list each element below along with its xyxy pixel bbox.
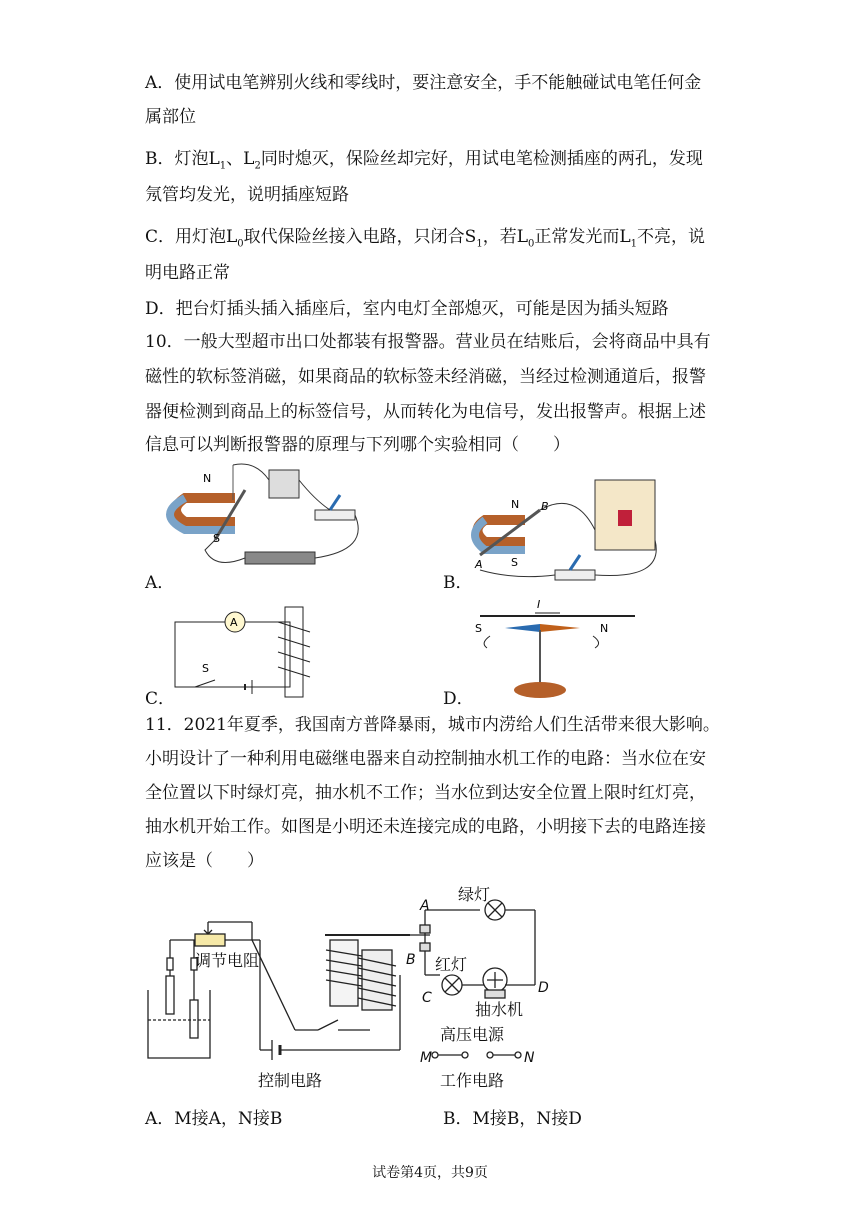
fig-b-b-point: B <box>541 500 549 513</box>
fig-b-s-label: S <box>511 556 518 569</box>
fig-a-n-label: N <box>203 472 212 485</box>
q11-option-b: B．M接B，N接D <box>443 1109 582 1129</box>
q10-figure-d <box>475 598 645 703</box>
q10-option-c-label: C． <box>145 689 176 709</box>
fig-c-ammeter-label: A <box>230 616 238 629</box>
q11-stem-line3: 全位置以下时绿灯亮，抽水机不工作；当水位到达安全位置上限时红灯亮， <box>145 783 706 803</box>
q10-figure-a <box>145 460 375 590</box>
q9-option-c-line2: 明电路正常 <box>145 263 230 283</box>
q9-option-b-line1: B．灯泡$L_1$、$L_2$同时熄灭，保险丝却完好，用试电笔检测插座的两孔，发现 <box>145 149 703 172</box>
q9-option-b-line2: 氖管均发光，说明插座短路 <box>145 185 349 205</box>
q11-option-a: A．M接A，N接B <box>145 1109 283 1129</box>
q9-option-a-line1: A．使用试电笔辨别火线和零线时，要注意安全，手不能触碰试电笔任何金 <box>145 73 702 93</box>
label-point-b: B <box>406 952 416 968</box>
label-adj-resistor: 调节电阻 <box>195 951 260 970</box>
label-point-c: C <box>422 990 432 1006</box>
fig-b-n-label: N <box>511 498 520 511</box>
label-green-lamp: 绿灯 <box>458 885 491 904</box>
q11-stem-line4: 抽水机开始工作。如图是小明还未连接完成的电路，小明接下去的电路连接 <box>145 817 706 837</box>
q11-stem-line5: 应该是（ ） <box>145 851 264 871</box>
q10-stem-line3: 器便检测到商品上的标签信号，从而转化为电信号，发出报警声。根据上述 <box>145 402 706 422</box>
fig-d-s-label: S <box>475 622 482 635</box>
q10-stem-line1: 10．一般大型超市出口处都装有报警器。营业员在结账后，会将商品中具有 <box>145 332 711 352</box>
label-point-n: N <box>524 1050 535 1066</box>
label-control-circuit: 控制电路 <box>258 1071 323 1090</box>
label-point-a: A <box>420 898 430 914</box>
q9-option-d: D．把台灯插头插入插座后，室内电灯全部熄灭，可能是因为插头短路 <box>145 299 669 319</box>
label-work-circuit: 工作电路 <box>440 1071 505 1090</box>
fig-c-switch-label: S <box>202 662 209 675</box>
q10-figure-b <box>465 470 665 590</box>
q11-stem-line2: 小明设计了一种利用电磁继电器来自动控制抽水机工作的电路：当水位在安 <box>145 749 706 769</box>
fig-d-current-label: I <box>537 598 541 611</box>
q10-option-d-label: D． <box>443 689 474 709</box>
label-red-lamp: 红灯 <box>435 955 468 974</box>
q9-option-c-line1: C．用灯泡$L_0$取代保险丝接入电路，只闭合$S_1$，若$L_0$正常发光而$L_1$不亮，说 <box>145 227 706 250</box>
q9-option-a-line2: 属部位 <box>145 107 196 127</box>
q10-figure-c <box>160 602 320 700</box>
q10-option-b-label: B． <box>443 573 473 593</box>
label-hv-source: 高压电源 <box>440 1025 505 1044</box>
q11-stem-line1: 11．2021年夏季，我国南方普降暴雨，城市内涝给人们生活带来很大影响。 <box>145 715 720 735</box>
fig-a-s-label: S <box>213 532 220 545</box>
fig-d-n-label: N <box>600 622 609 635</box>
q10-option-a-label: A． <box>145 573 175 593</box>
fig-b-a-point: A <box>475 558 483 571</box>
page-footer: 试卷第4页，共9页 <box>372 1165 488 1181</box>
label-point-m: M <box>420 1050 433 1066</box>
label-point-d: D <box>538 980 549 996</box>
q10-stem-line2: 磁性的软标签消磁，如果商品的软标签未经消磁，当经过检测通道后，报警 <box>145 367 706 387</box>
label-pump: 抽水机 <box>475 1000 524 1019</box>
q11-relay-circuit <box>140 880 590 1095</box>
q10-stem-line4: 信息可以判断报警器的原理与下列哪个实验相同（ ） <box>145 435 570 455</box>
